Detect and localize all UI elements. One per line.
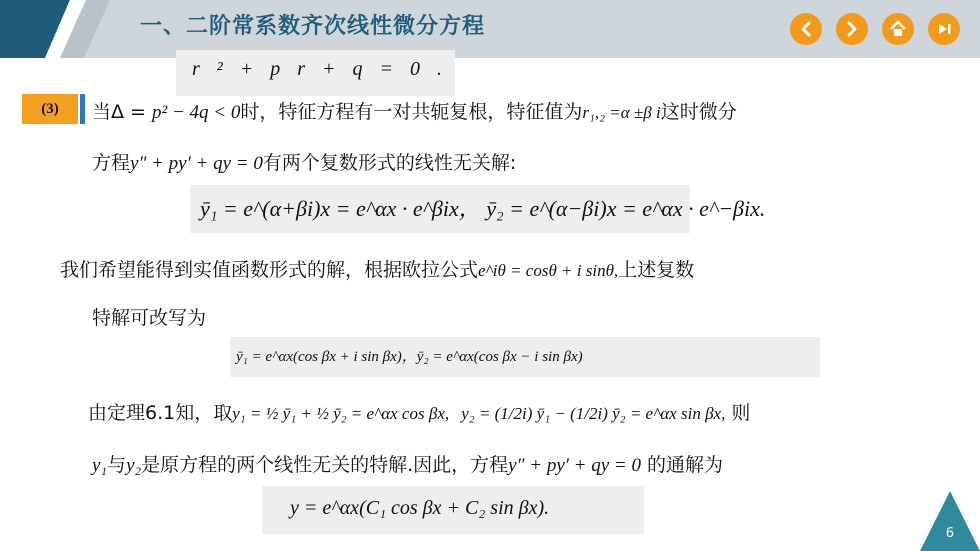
complex-solutions: ȳ₁ = e^(α+βi)x = e^αx · e^βix， ȳ₂ = e^(α−βi)x = e^αx · e^−βix. — [200, 196, 766, 221]
page-number: 6 — [945, 526, 954, 541]
rewritten-solutions: ȳ₁ = e^αx(cos βx + i sin βx)，ȳ₂ = e^αx(cos βx − i sin βx) — [236, 349, 583, 365]
eigenvalue-formula: r₁,₂ =α ±β i — [582, 103, 661, 122]
euler-line2: 特解可改写为 — [92, 307, 207, 329]
ode-formula: y″ + py′ + qy = 0 — [130, 153, 263, 174]
theorem-line1 — [88, 398, 750, 425]
euler-text-a: 我们希望能得到实值函数形式的解，根据欧拉公式 — [60, 259, 479, 281]
home-button[interactable] — [882, 13, 914, 45]
item3-text-c: 时，特征方程有一对共轭复根，特征值为 — [240, 101, 583, 123]
theorem-text-d: 是原方程的两个线性无关的特解.因此，方程 — [141, 454, 509, 476]
theorem-text-a: 由定理6.1知，取 — [88, 402, 233, 424]
theorem-text-f: 的通解为 — [647, 454, 724, 476]
euler-formula: e^iθ = cosθ + i sinθ, — [478, 261, 619, 280]
header-bar — [0, 0, 980, 58]
item3-line1 — [92, 97, 737, 124]
home-icon — [889, 20, 907, 38]
y1-symbol: y₁ — [92, 455, 108, 476]
ode-formula-2: y″ + py′ + qy = 0 — [508, 455, 641, 476]
item3-text-a: 当Δ = — [92, 101, 152, 123]
item-badge-accent — [80, 94, 85, 124]
item-badge: (3) — [22, 94, 78, 124]
and-text: 与 — [107, 454, 127, 476]
item3-text-e: 这时微分 — [660, 101, 737, 123]
next-icon — [844, 21, 860, 37]
euler-text-b: 上述复数 — [618, 259, 695, 281]
y2-formula: y₂ = (1/2i) ȳ₁ − (1/2i) ȳ₂ = e^αx sin βx, — [461, 404, 726, 423]
euler-line — [60, 255, 694, 282]
characteristic-equation: r ² + p r + q = 0 . — [192, 58, 449, 80]
y1-formula: y₁ = ½ ȳ₁ + ½ ȳ₂ = e^αx cos βx, — [232, 404, 450, 423]
discriminant-formula: p² − 4q < 0 — [152, 102, 241, 123]
end-icon — [936, 21, 952, 37]
item3-text-f: 方程 — [92, 152, 131, 174]
page-title: 一、二阶常系数齐次线性微分方程 — [140, 14, 486, 39]
next-button[interactable] — [836, 13, 868, 45]
theorem-line2 — [92, 450, 723, 477]
item3-text-g: 有两个复数形式的线性无关解: — [262, 152, 517, 174]
prev-icon — [798, 21, 814, 37]
page-corner — [920, 491, 980, 551]
item3-line2 — [92, 148, 516, 175]
prev-button[interactable] — [790, 13, 822, 45]
theorem-text-b: 则 — [731, 402, 751, 424]
general-solution: y = e^αx(C₁ cos βx + C₂ sin βx). — [290, 497, 550, 519]
end-button[interactable] — [928, 13, 960, 45]
y2-symbol: y₂ — [126, 455, 142, 476]
